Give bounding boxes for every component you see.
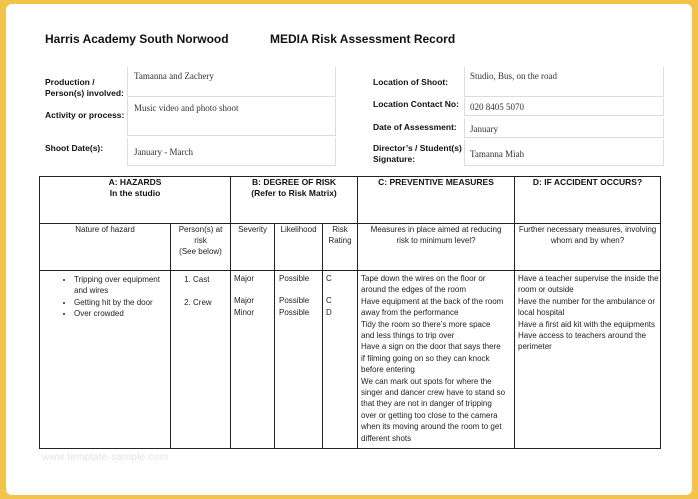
document-page [6,4,692,495]
further-measures-header: Further necessary measures, involving whom and by when? [515,224,661,271]
location-value[interactable]: Studio, Bus, on the road [464,67,664,97]
persons-at-risk-header: Person(s) at risk (See below) [171,224,231,271]
watermark: www.template-sample.com [42,452,169,463]
production-label: Production / Person(s) involved: [45,77,124,98]
contact-value[interactable]: 020 8405 5070 [464,98,664,116]
risk-assessment-table [39,176,661,449]
assessment-date-label: Date of Assessment: [373,122,457,132]
preventive-measures-header: C: PREVENTIVE MEASURES [358,177,515,224]
shoot-dates-label: Shoot Date(s): [45,143,104,153]
severity-header: Severity [231,224,275,271]
rating-cell: C C D [323,271,358,449]
degree-of-risk-header: B: DEGREE OF RISK (Refer to Risk Matrix) [231,177,358,224]
measures-cell: Tape down the wires on the floor or around the edges of the room Have equipment at the back of the room away from the performance Tidy the room so there’s more space and less things to trip over Have a sign on the door that says there if filming going on so they can knock before entering We can mark out spots for where the singer and dancer crew have to stand so that they are not in danger of tripping over or getting too close to the camera when its moving around the room to get different shots [358,271,515,449]
production-value[interactable]: Tamanna and Zachery [127,67,336,97]
severity-cell: Major Major Minor [231,271,275,449]
school-name: Harris Academy South Norwood [45,32,229,46]
activity-value[interactable]: Music video and photo shoot [127,98,336,136]
list-item: • Tripping over equipment and wires [74,274,170,297]
list-item: • Over crowded [74,308,170,319]
if-accident-header: D: IF ACCIDENT OCCURS? [515,177,661,224]
location-label: Location of Shoot: [373,77,449,87]
contact-label: Location Contact No: [373,99,459,109]
document-title: MEDIA Risk Assessment Record [270,32,456,46]
director-label: Director’s / Student(s) Signature: [373,143,462,164]
table-header-row [40,177,661,224]
persons-cell [171,271,231,449]
likelihood-cell: Possible Possible Possible [275,271,323,449]
hazards-header: A: HAZARDS In the studio [40,177,231,224]
list-item: 2. Crew [193,297,230,308]
further-measures-cell: Have a teacher supervise the inside the room or outside Have the number for the ambulance or local hospital Have a first aid kit with the equipments Have access to teachers around the perimeter [515,271,661,449]
table-row [40,271,661,449]
measures-header: Measures in place aimed at reducing risk to minimum level? [358,224,515,271]
risk-rating-header: Risk Rating [323,224,358,271]
list-item: • Getting hit by the door [74,297,170,308]
director-value[interactable]: Tamanna Miah [464,140,664,166]
hazards-cell [40,271,171,449]
nature-of-hazard-header: Nature of hazard [40,224,171,271]
likelihood-header: Likelihood [275,224,323,271]
table-subheader-row [40,224,661,271]
assessment-date-value[interactable]: January [464,118,664,138]
shoot-dates-value[interactable]: January - March [127,138,336,166]
list-item: 1. Cast [193,274,230,285]
activity-label: Activity or process: [45,110,125,120]
